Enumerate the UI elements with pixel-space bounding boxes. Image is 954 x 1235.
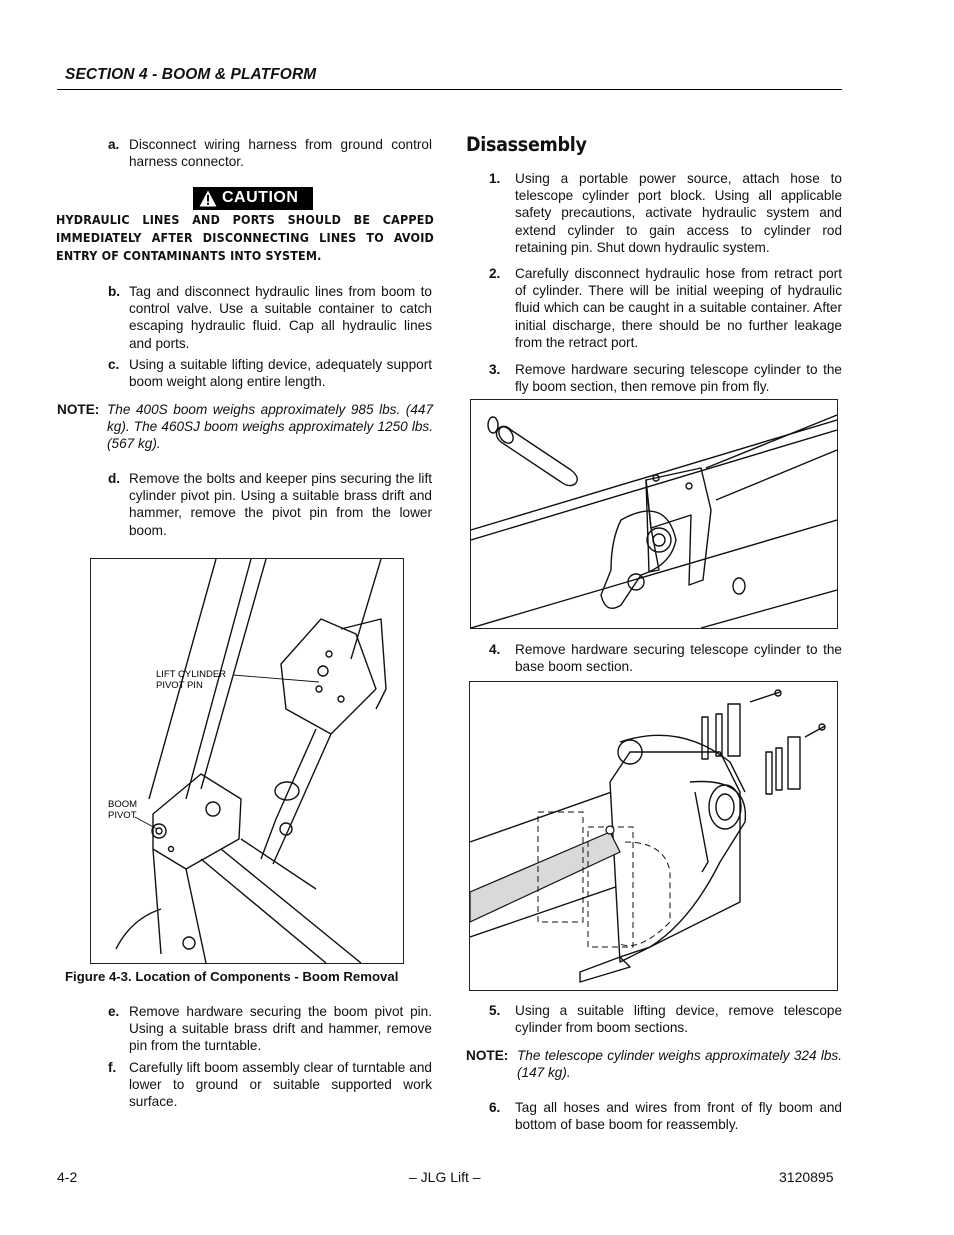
note-boom-weight bbox=[57, 401, 434, 453]
label-boom: BOOM bbox=[108, 799, 138, 810]
caution-label: CAUTION bbox=[222, 189, 299, 206]
step-d-label: d. bbox=[108, 471, 121, 486]
document-number: 3120895 bbox=[779, 1169, 834, 1185]
step-1-label: 1. bbox=[489, 171, 501, 186]
step-e-label: e. bbox=[108, 1004, 120, 1019]
label-pivot-pin: PIVOT PIN bbox=[156, 680, 203, 691]
step-e bbox=[108, 1003, 433, 1055]
step-5 bbox=[489, 1002, 842, 1038]
step-4-text: Remove hardware securing telescope cylinder to the base boom section. bbox=[515, 642, 842, 675]
step-5-text: Using a suitable lifting device, remove telescope cylinder from boom sections. bbox=[515, 1003, 842, 1036]
step-4 bbox=[489, 641, 842, 677]
step-6-label: 6. bbox=[489, 1100, 501, 1115]
disassembly-heading: Disassembly bbox=[466, 133, 587, 156]
footer-brand: – JLG Lift – bbox=[409, 1169, 481, 1185]
telescope-base-illustration bbox=[470, 682, 837, 990]
step-d bbox=[108, 470, 433, 540]
step-a bbox=[108, 136, 433, 172]
figure-boom-removal bbox=[90, 558, 404, 964]
step-d-text: Remove the bolts and keeper pins securing the lift cylinder pivot pin. Using a suitable brass drift and hammer, remove the pivot pin from the lower boom. bbox=[129, 471, 432, 538]
warning-triangle-icon bbox=[199, 190, 217, 207]
step-f-label: f. bbox=[108, 1060, 117, 1075]
note-cylinder-weight bbox=[466, 1047, 842, 1083]
caution-text: HYDRAULIC LINES AND PORTS SHOULD BE CAPPED IMMEDIATELY AFTER DISCONNECTING LINES TO AVOID ENTRY OF CONTAMINANTS INTO SYSTEM. bbox=[56, 212, 434, 263]
boom-removal-illustration bbox=[91, 559, 403, 963]
step-a-text: Disconnect wiring harness from ground control harness connector. bbox=[129, 137, 432, 170]
step-b bbox=[108, 283, 433, 353]
step-a-label: a. bbox=[108, 137, 120, 152]
step-c bbox=[108, 356, 433, 392]
note-text: The 400S boom weighs approximately 985 lbs. (447 kg). The 460SJ boom weighs approximately 1250 lbs. (567 kg). bbox=[107, 402, 433, 452]
telescope-fly-illustration bbox=[471, 400, 837, 628]
section-header: SECTION 4 - BOOM & PLATFORM bbox=[65, 66, 317, 83]
note-text-2: The telescope cylinder weighs approximately 324 lbs. (147 kg). bbox=[517, 1048, 842, 1081]
step-3 bbox=[489, 361, 842, 397]
step-4-label: 4. bbox=[489, 642, 501, 657]
figure-caption: Figure 4-3. Location of Components - Boom Removal bbox=[65, 969, 399, 984]
step-1-text: Using a portable power source, attach hose to telescope cylinder port block. Using all applicable safety precautions, activate hydraulic system and extend cylinder to gain access to cylinder rod retaining pin. Shut down hydraulic system. bbox=[515, 171, 842, 255]
step-2 bbox=[489, 265, 842, 353]
figure-telescope-fly bbox=[470, 399, 838, 629]
step-2-label: 2. bbox=[489, 266, 501, 281]
step-6-text: Tag all hoses and wires from front of fly boom and bottom of base boom for reassembly. bbox=[515, 1100, 842, 1133]
step-1 bbox=[489, 170, 842, 258]
step-e-text: Remove hardware securing the boom pivot pin. Using a suitable brass drift and hammer, remove pin from the turntable. bbox=[129, 1004, 432, 1054]
note-label-2: NOTE: bbox=[466, 1048, 509, 1063]
step-c-label: c. bbox=[108, 357, 120, 372]
step-3-text: Remove hardware securing telescope cylinder to the fly boom section, then remove pin from fly. bbox=[515, 362, 842, 395]
label-lift-cylinder: LIFT CYLINDER bbox=[156, 669, 227, 680]
step-b-label: b. bbox=[108, 284, 121, 299]
step-3-label: 3. bbox=[489, 362, 501, 377]
header-rule bbox=[57, 89, 842, 90]
page-number: 4-2 bbox=[57, 1169, 78, 1185]
step-c-text: Using a suitable lifting device, adequately support boom weight along entire length. bbox=[129, 357, 432, 390]
step-2-text: Carefully disconnect hydraulic hose from retract port of cylinder. There will be initial weeping of hydraulic fluid which can be caught in a suitable container. After initial discharge, there should be no further leakage from the retract port. bbox=[515, 266, 842, 350]
step-f bbox=[108, 1059, 433, 1111]
step-5-label: 5. bbox=[489, 1003, 501, 1018]
figure-telescope-base bbox=[469, 681, 838, 991]
label-pivot: PIVOT bbox=[108, 810, 137, 821]
step-b-text: Tag and disconnect hydraulic lines from boom to control valve. Use a suitable container to catch escaping hydraulic fluid. Cap all hydraulic lines and ports. bbox=[129, 284, 432, 351]
step-f-text: Carefully lift boom assembly clear of turntable and lower to ground or suitable supported work surface. bbox=[129, 1060, 432, 1110]
note-label: NOTE: bbox=[57, 402, 100, 417]
caution-banner bbox=[193, 187, 313, 210]
step-6 bbox=[489, 1099, 842, 1135]
